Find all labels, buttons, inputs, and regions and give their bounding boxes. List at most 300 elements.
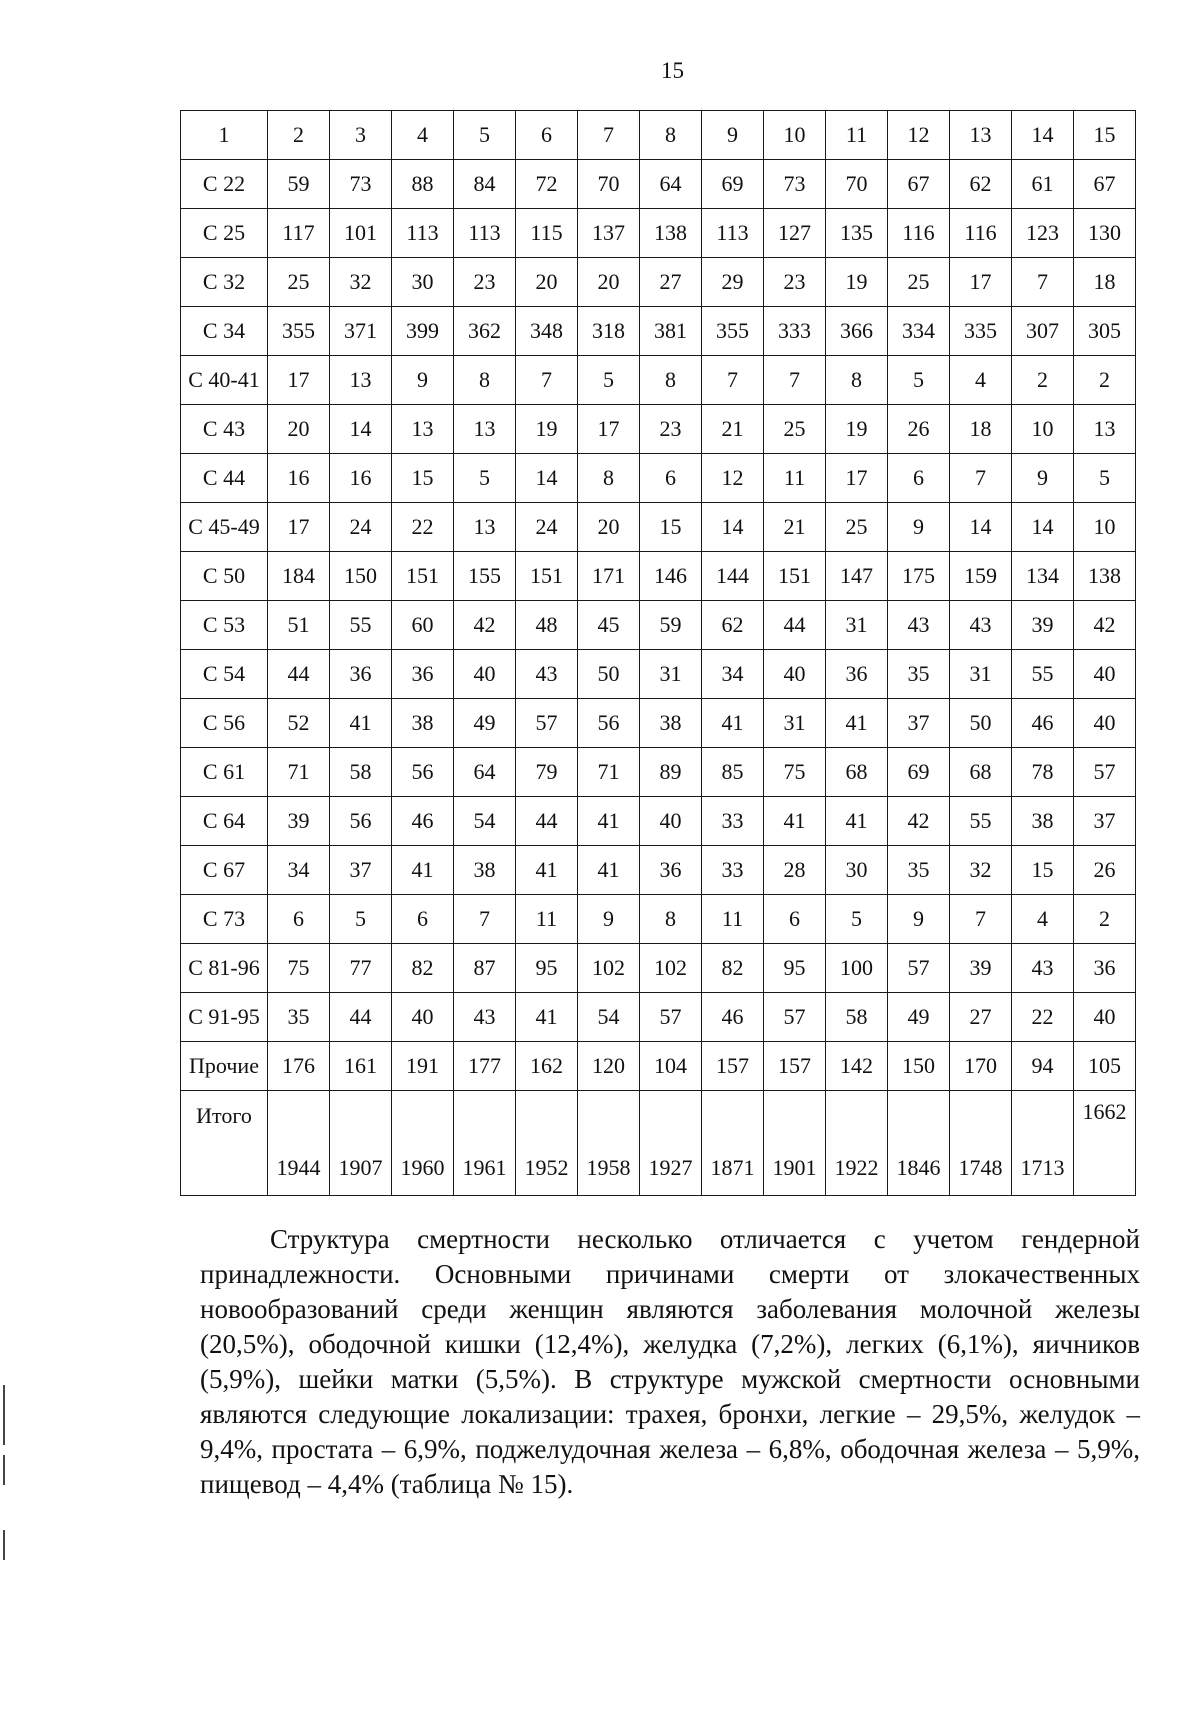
table-cell: 26 <box>888 405 950 454</box>
table-cell: 14 <box>1012 503 1074 552</box>
table-cell: 41 <box>330 699 392 748</box>
table-cell: 7 <box>454 895 516 944</box>
table-cell: 355 <box>702 307 764 356</box>
table-cell: 142 <box>826 1042 888 1091</box>
table-cell: 11 <box>702 895 764 944</box>
row-label: С 34 <box>181 307 268 356</box>
table-cell: 41 <box>578 846 640 895</box>
table-row <box>181 307 1136 356</box>
total-cell: 1907 <box>330 1091 392 1196</box>
total-label: Итого <box>181 1091 268 1196</box>
table-cell: 40 <box>640 797 702 846</box>
table-cell: 22 <box>392 503 454 552</box>
table-cell: 146 <box>640 552 702 601</box>
total-cell: 1961 <box>454 1091 516 1196</box>
table-cell: 6 <box>268 895 330 944</box>
table-cell: 307 <box>1012 307 1074 356</box>
table-cell: 25 <box>826 503 888 552</box>
column-header: 10 <box>764 111 826 160</box>
row-label: С 22 <box>181 160 268 209</box>
table-cell: 157 <box>702 1042 764 1091</box>
table-cell: 33 <box>702 846 764 895</box>
table-cell: 116 <box>950 209 1012 258</box>
table-cell: 41 <box>516 993 578 1042</box>
table-cell: 20 <box>268 405 330 454</box>
table-cell: 134 <box>1012 552 1074 601</box>
table-cell: 54 <box>454 797 516 846</box>
table-cell: 20 <box>578 258 640 307</box>
table-cell: 46 <box>392 797 454 846</box>
column-header: 12 <box>888 111 950 160</box>
table-cell: 9 <box>1012 454 1074 503</box>
table-cell: 77 <box>330 944 392 993</box>
table-cell: 57 <box>888 944 950 993</box>
table-cell: 43 <box>950 601 1012 650</box>
table-cell: 191 <box>392 1042 454 1091</box>
table-cell: 71 <box>268 748 330 797</box>
table-cell: 20 <box>516 258 578 307</box>
table-cell: 150 <box>888 1042 950 1091</box>
table-cell: 113 <box>702 209 764 258</box>
table-cell: 43 <box>888 601 950 650</box>
table-cell: 6 <box>888 454 950 503</box>
table-cell: 59 <box>640 601 702 650</box>
table-cell: 45 <box>578 601 640 650</box>
row-label: С 45-49 <box>181 503 268 552</box>
row-label: С 64 <box>181 797 268 846</box>
table-cell: 42 <box>1074 601 1136 650</box>
table-row <box>181 1042 1136 1091</box>
table-cell: 138 <box>1074 552 1136 601</box>
table-cell: 75 <box>764 748 826 797</box>
table-cell: 17 <box>826 454 888 503</box>
table-cell: 40 <box>392 993 454 1042</box>
table-cell: 43 <box>1012 944 1074 993</box>
table-header-row <box>181 111 1136 160</box>
table-cell: 46 <box>702 993 764 1042</box>
body-paragraph: Структура смертности несколько отличается с учетом гендерной принадлежности. Основными причинами смерти от злокачественных новообразований среди женщин являются заболевания молочной железы (20,5%), ободочной кишки (12,4%), желудка (7,2%), легких (6,1%), яичников (5,9%), шейки матки (5,5%). В структуре мужской смертности основными являются следующие локализации: трахея, бронхи, легкие – 29,5%, желудок – 9,4%, простата – 6,9%, поджелудочная железа – 6,8%, ободочная железа – 5,9%, пищевод – 4,4% (таблица № 15). <box>200 1224 1140 1499</box>
table-cell: 127 <box>764 209 826 258</box>
table-cell: 73 <box>764 160 826 209</box>
table-row <box>181 405 1136 454</box>
table-cell: 70 <box>826 160 888 209</box>
table-cell: 56 <box>392 748 454 797</box>
table-cell: 55 <box>950 797 1012 846</box>
table-cell: 13 <box>1074 405 1136 454</box>
page-number: 15 <box>661 58 684 83</box>
table-cell: 381 <box>640 307 702 356</box>
table-cell: 56 <box>578 699 640 748</box>
table-cell: 9 <box>578 895 640 944</box>
table-row <box>181 993 1136 1042</box>
table-cell: 40 <box>1074 699 1136 748</box>
table-cell: 15 <box>392 454 454 503</box>
table-cell: 105 <box>1074 1042 1136 1091</box>
table-cell: 7 <box>950 454 1012 503</box>
column-header: 2 <box>268 111 330 160</box>
table-cell: 176 <box>268 1042 330 1091</box>
table-cell: 24 <box>330 503 392 552</box>
table-cell: 42 <box>454 601 516 650</box>
table-cell: 16 <box>330 454 392 503</box>
table-cell: 30 <box>826 846 888 895</box>
row-label: С 40-41 <box>181 356 268 405</box>
table-cell: 15 <box>640 503 702 552</box>
table-cell: 57 <box>764 993 826 1042</box>
row-label: С 50 <box>181 552 268 601</box>
table-cell: 116 <box>888 209 950 258</box>
table-cell: 38 <box>1012 797 1074 846</box>
table-cell: 155 <box>454 552 516 601</box>
table-cell: 9 <box>392 356 454 405</box>
table-cell: 75 <box>268 944 330 993</box>
table-cell: 69 <box>888 748 950 797</box>
table-cell: 7 <box>516 356 578 405</box>
table-cell: 95 <box>764 944 826 993</box>
table-cell: 72 <box>516 160 578 209</box>
table-cell: 117 <box>268 209 330 258</box>
table-cell: 36 <box>392 650 454 699</box>
table-cell: 14 <box>702 503 764 552</box>
table-cell: 62 <box>950 160 1012 209</box>
table-cell: 18 <box>1074 258 1136 307</box>
table-cell: 40 <box>764 650 826 699</box>
table-cell: 5 <box>454 454 516 503</box>
table-cell: 17 <box>268 356 330 405</box>
table-cell: 54 <box>578 993 640 1042</box>
table-cell: 144 <box>702 552 764 601</box>
row-label: С 32 <box>181 258 268 307</box>
total-cell: 1922 <box>826 1091 888 1196</box>
table-cell: 11 <box>764 454 826 503</box>
table-cell: 25 <box>268 258 330 307</box>
table-cell: 36 <box>640 846 702 895</box>
table-cell: 41 <box>578 797 640 846</box>
table-cell: 151 <box>392 552 454 601</box>
table-cell: 58 <box>826 993 888 1042</box>
table-cell: 113 <box>392 209 454 258</box>
table-cell: 62 <box>702 601 764 650</box>
table-cell: 5 <box>1074 454 1136 503</box>
table-cell: 8 <box>826 356 888 405</box>
table-cell: 39 <box>950 944 1012 993</box>
row-label: С 53 <box>181 601 268 650</box>
table-cell: 22 <box>1012 993 1074 1042</box>
table-cell: 334 <box>888 307 950 356</box>
table-cell: 151 <box>764 552 826 601</box>
table-cell: 58 <box>330 748 392 797</box>
table-cell: 40 <box>1074 650 1136 699</box>
table-cell: 171 <box>578 552 640 601</box>
table-cell: 25 <box>888 258 950 307</box>
table-cell: 137 <box>578 209 640 258</box>
table-cell: 123 <box>1012 209 1074 258</box>
table-cell: 41 <box>826 797 888 846</box>
row-label: Прочие <box>181 1042 268 1091</box>
table-cell: 67 <box>888 160 950 209</box>
table-cell: 161 <box>330 1042 392 1091</box>
total-cell: 1958 <box>578 1091 640 1196</box>
column-header: 1 <box>181 111 268 160</box>
scan-edge-mark <box>3 1455 5 1485</box>
table-cell: 44 <box>516 797 578 846</box>
table-cell: 7 <box>764 356 826 405</box>
table-cell: 138 <box>640 209 702 258</box>
table-cell: 17 <box>578 405 640 454</box>
table-row <box>181 503 1136 552</box>
table-cell: 7 <box>702 356 764 405</box>
table-cell: 7 <box>950 895 1012 944</box>
table-cell: 5 <box>578 356 640 405</box>
column-header: 4 <box>392 111 454 160</box>
table-cell: 11 <box>516 895 578 944</box>
table-cell: 70 <box>578 160 640 209</box>
table-cell: 113 <box>454 209 516 258</box>
table-cell: 333 <box>764 307 826 356</box>
table-cell: 19 <box>826 258 888 307</box>
table-cell: 35 <box>888 846 950 895</box>
table-cell: 8 <box>640 895 702 944</box>
table-cell: 6 <box>392 895 454 944</box>
table-cell: 41 <box>764 797 826 846</box>
table-row <box>181 748 1136 797</box>
row-label: С 54 <box>181 650 268 699</box>
table-cell: 85 <box>702 748 764 797</box>
table-cell: 19 <box>826 405 888 454</box>
table-cell: 41 <box>702 699 764 748</box>
table-cell: 38 <box>454 846 516 895</box>
row-label: С 67 <box>181 846 268 895</box>
table-cell: 399 <box>392 307 454 356</box>
table-cell: 318 <box>578 307 640 356</box>
table-cell: 39 <box>1012 601 1074 650</box>
table-cell: 13 <box>392 405 454 454</box>
table-cell: 41 <box>392 846 454 895</box>
table-cell: 87 <box>454 944 516 993</box>
table-cell: 14 <box>330 405 392 454</box>
table-cell: 50 <box>950 699 1012 748</box>
table-cell: 31 <box>764 699 826 748</box>
table-cell: 89 <box>640 748 702 797</box>
table-cell: 34 <box>268 846 330 895</box>
table-cell: 37 <box>1074 797 1136 846</box>
total-cell: 1944 <box>268 1091 330 1196</box>
table-cell: 27 <box>640 258 702 307</box>
table-row <box>181 797 1136 846</box>
total-cell: 1952 <box>516 1091 578 1196</box>
total-cell: 1871 <box>702 1091 764 1196</box>
mortality-table <box>180 110 1136 1196</box>
table-cell: 102 <box>578 944 640 993</box>
table-cell: 366 <box>826 307 888 356</box>
table-cell: 64 <box>454 748 516 797</box>
table-cell: 44 <box>268 650 330 699</box>
table-cell: 52 <box>268 699 330 748</box>
table-cell: 13 <box>454 405 516 454</box>
table-cell: 14 <box>950 503 1012 552</box>
column-header: 6 <box>516 111 578 160</box>
table-cell: 130 <box>1074 209 1136 258</box>
table-cell: 147 <box>826 552 888 601</box>
table-cell: 44 <box>330 993 392 1042</box>
table-cell: 42 <box>888 797 950 846</box>
table-cell: 34 <box>702 650 764 699</box>
row-label: С 91-95 <box>181 993 268 1042</box>
table-cell: 60 <box>392 601 454 650</box>
table-cell: 8 <box>578 454 640 503</box>
table-cell: 13 <box>454 503 516 552</box>
table-cell: 362 <box>454 307 516 356</box>
table-cell: 78 <box>1012 748 1074 797</box>
table-cell: 4 <box>950 356 1012 405</box>
table-cell: 32 <box>950 846 1012 895</box>
table-cell: 33 <box>702 797 764 846</box>
table-cell: 12 <box>702 454 764 503</box>
table-cell: 28 <box>764 846 826 895</box>
table-cell: 20 <box>578 503 640 552</box>
table-cell: 56 <box>330 797 392 846</box>
table-row <box>181 699 1136 748</box>
table-row <box>181 552 1136 601</box>
table-cell: 21 <box>702 405 764 454</box>
table-cell: 57 <box>640 993 702 1042</box>
body-text <box>200 1222 1140 1502</box>
table-cell: 17 <box>950 258 1012 307</box>
table-cell: 35 <box>268 993 330 1042</box>
total-cell: 1748 <box>950 1091 1012 1196</box>
column-header: 14 <box>1012 111 1074 160</box>
table-cell: 157 <box>764 1042 826 1091</box>
column-header: 8 <box>640 111 702 160</box>
table-cell: 67 <box>1074 160 1136 209</box>
table-cell: 305 <box>1074 307 1136 356</box>
table-row <box>181 258 1136 307</box>
total-cell: 1960 <box>392 1091 454 1196</box>
table-cell: 41 <box>516 846 578 895</box>
table-cell: 49 <box>888 993 950 1042</box>
table-cell: 162 <box>516 1042 578 1091</box>
total-cell: 1901 <box>764 1091 826 1196</box>
table-cell: 57 <box>1074 748 1136 797</box>
table-cell: 184 <box>268 552 330 601</box>
table-cell: 43 <box>516 650 578 699</box>
table-cell: 94 <box>1012 1042 1074 1091</box>
row-label: С 56 <box>181 699 268 748</box>
total-cell: 1846 <box>888 1091 950 1196</box>
table-cell: 8 <box>454 356 516 405</box>
table-cell: 55 <box>1012 650 1074 699</box>
table-cell: 355 <box>268 307 330 356</box>
column-header: 5 <box>454 111 516 160</box>
table-cell: 57 <box>516 699 578 748</box>
table-cell: 84 <box>454 160 516 209</box>
table-cell: 40 <box>1074 993 1136 1042</box>
table-row <box>181 356 1136 405</box>
table-cell: 13 <box>330 356 392 405</box>
table-cell: 73 <box>330 160 392 209</box>
table-cell: 39 <box>268 797 330 846</box>
table-cell: 14 <box>516 454 578 503</box>
table-cell: 17 <box>268 503 330 552</box>
table-row <box>181 650 1136 699</box>
table-cell: 6 <box>764 895 826 944</box>
table-cell: 4 <box>1012 895 1074 944</box>
table-cell: 61 <box>1012 160 1074 209</box>
table-cell: 88 <box>392 160 454 209</box>
table-cell: 21 <box>764 503 826 552</box>
table-cell: 36 <box>1074 944 1136 993</box>
row-label: С 43 <box>181 405 268 454</box>
table-cell: 115 <box>516 209 578 258</box>
table-row <box>181 601 1136 650</box>
table-row <box>181 944 1136 993</box>
table-cell: 10 <box>1012 405 1074 454</box>
table-cell: 25 <box>764 405 826 454</box>
table-cell: 23 <box>764 258 826 307</box>
row-label: С 61 <box>181 748 268 797</box>
table-cell: 50 <box>578 650 640 699</box>
table-cell: 335 <box>950 307 1012 356</box>
table-row <box>181 160 1136 209</box>
table-cell: 5 <box>888 356 950 405</box>
table-cell: 27 <box>950 993 1012 1042</box>
table-cell: 69 <box>702 160 764 209</box>
table-cell: 79 <box>516 748 578 797</box>
table-cell: 8 <box>640 356 702 405</box>
table-cell: 120 <box>578 1042 640 1091</box>
column-header: 11 <box>826 111 888 160</box>
table-cell: 68 <box>826 748 888 797</box>
table-cell: 175 <box>888 552 950 601</box>
table-cell: 348 <box>516 307 578 356</box>
table-cell: 35 <box>888 650 950 699</box>
scan-edge-mark <box>3 1530 5 1560</box>
table-cell: 68 <box>950 748 1012 797</box>
table-cell: 9 <box>888 503 950 552</box>
table-cell: 95 <box>516 944 578 993</box>
row-label: С 81-96 <box>181 944 268 993</box>
table-cell: 36 <box>330 650 392 699</box>
column-header: 9 <box>702 111 764 160</box>
table-cell: 15 <box>1012 846 1074 895</box>
table-cell: 10 <box>1074 503 1136 552</box>
table-cell: 18 <box>950 405 1012 454</box>
table-row <box>181 454 1136 503</box>
table-cell: 2 <box>1074 356 1136 405</box>
table-cell: 102 <box>640 944 702 993</box>
table-cell: 5 <box>826 895 888 944</box>
column-header: 15 <box>1074 111 1136 160</box>
column-header: 3 <box>330 111 392 160</box>
table-cell: 31 <box>640 650 702 699</box>
table-cell: 36 <box>826 650 888 699</box>
table-row <box>181 209 1136 258</box>
table-cell: 159 <box>950 552 1012 601</box>
table-cell: 43 <box>454 993 516 1042</box>
table-cell: 177 <box>454 1042 516 1091</box>
table-cell: 23 <box>640 405 702 454</box>
total-row <box>181 1091 1136 1196</box>
table-cell: 55 <box>330 601 392 650</box>
table-cell: 100 <box>826 944 888 993</box>
table-cell: 31 <box>950 650 1012 699</box>
table-cell: 41 <box>826 699 888 748</box>
table-cell: 51 <box>268 601 330 650</box>
table-cell: 16 <box>268 454 330 503</box>
table-cell: 38 <box>392 699 454 748</box>
total-cell: 1662 <box>1074 1091 1136 1196</box>
table-row <box>181 846 1136 895</box>
